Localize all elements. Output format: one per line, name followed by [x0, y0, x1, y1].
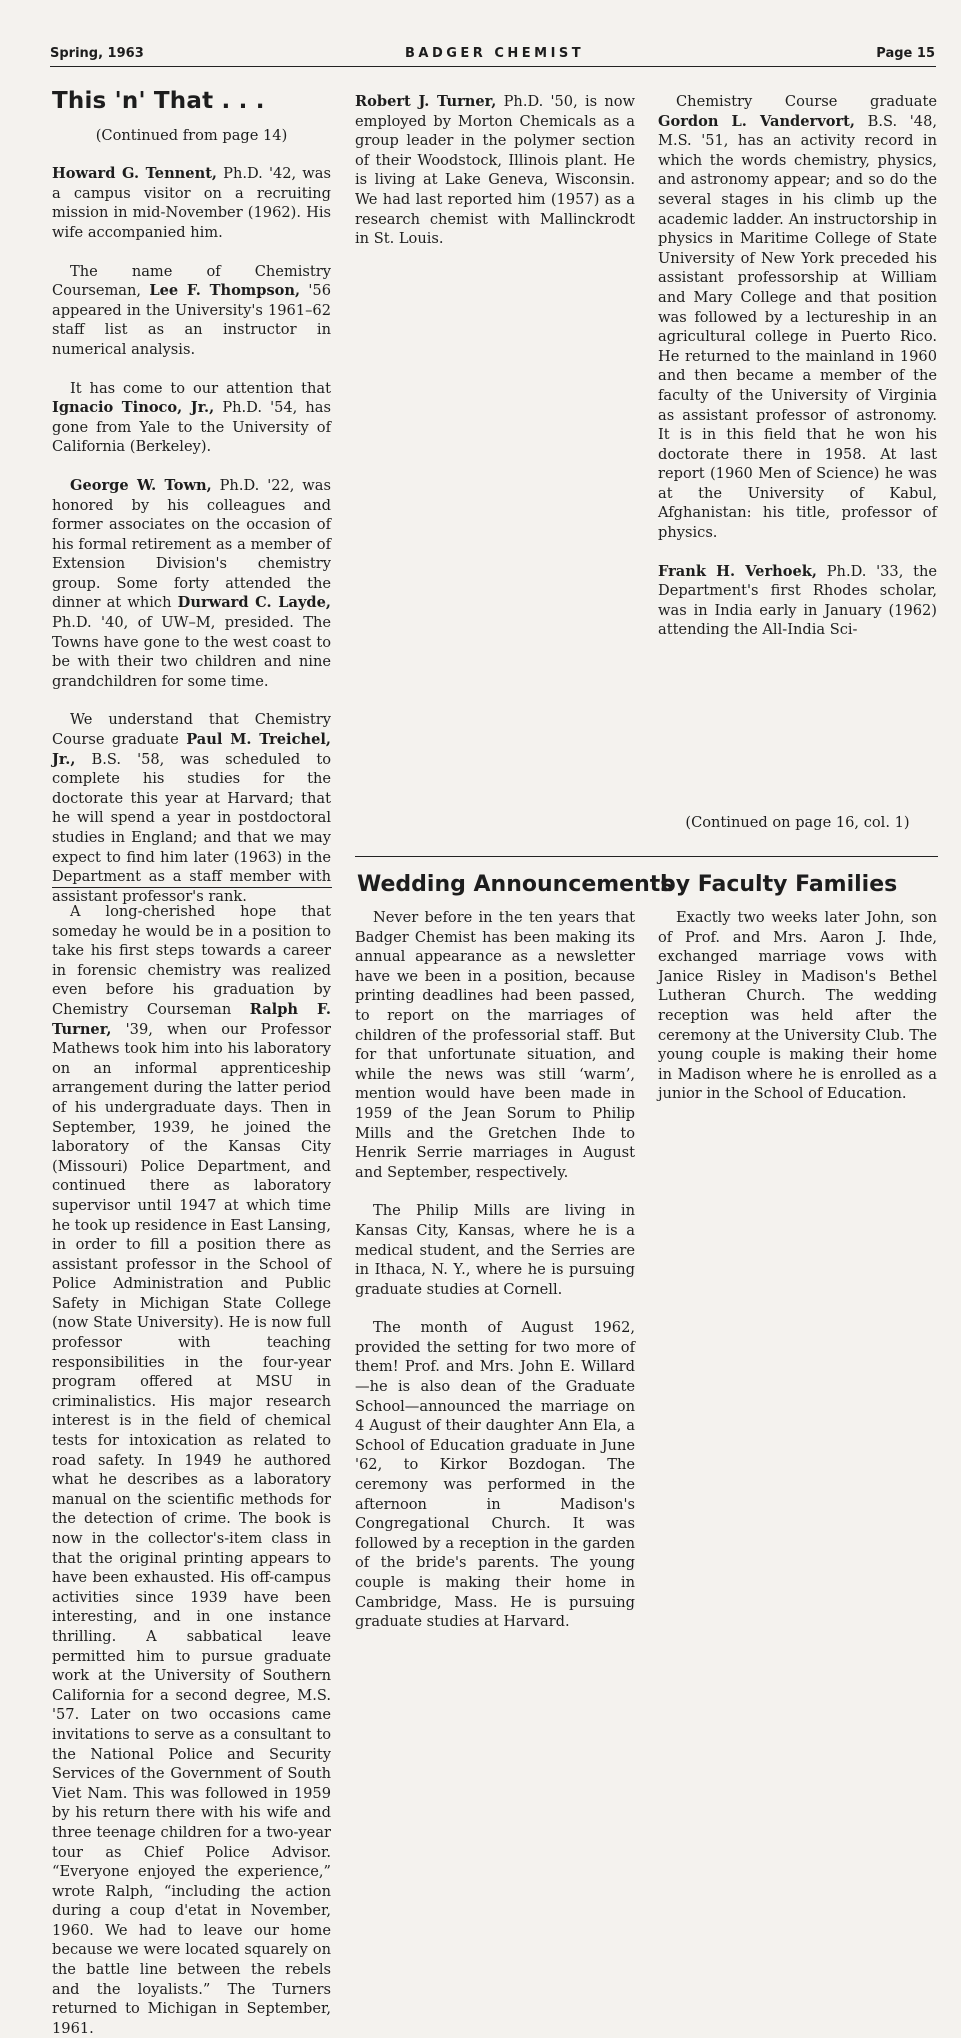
- issue-date: Spring, 1963: [50, 46, 144, 61]
- publication-name: BADGER CHEMIST: [405, 46, 585, 61]
- paragraph-vandervort: Chemistry Course graduate Gordon L. Vandervort, B.S. '48, M.S. '51, has an activity record in which the words chemistry, physics, and astronomy appear; and so do the several stages in his climb up the academic ladder. An instructorship in physics in Maritime College of State University of New York preceded his assistant professorship at William and Mary College and that position was followed by a lectureship in an agricultural college in Puerto Rico. He returned to the mainland in 1960 and then became a member of the faculty of the University of Virginia as assistant professor of astronomy. It is in this field that he won his doctorate there in 1958. At last report (1960 Men of Science) he was at the University of Kabul, Afghanistan: his title, professor of physics.: [658, 93, 937, 542]
- column-3: [658, 92, 937, 834]
- wedding-paragraph-2: The Philip Mills are living in Kansas City, Kansas, where he is a medical student, and the Serries are in Ithaca, N. Y., where he is pursuing graduate studies at Cornell.: [355, 1202, 635, 1298]
- wedding-title-left: Wedding Announcements: [357, 872, 674, 897]
- wedding-title-right: by Faculty Families: [660, 872, 898, 897]
- article-title: This 'n' That . . .: [52, 88, 265, 114]
- paragraph-tennent: Howard G. Tennent, Ph.D. '42, was a campus visitor on a recruiting mission in mid-November (1962). His wife accompanied him.: [52, 165, 331, 241]
- wedding-paragraph-3: The month of August 1962, provided the setting for two more of them! Prof. and Mrs. John E. Willard—he is also dean of the Graduate School—announced the marriage on 4 August of their daughter Ann Ela, a School of Education graduate in June '62, to Kirkor Bozdogan. The ceremony was performed in the afternoon in Madison's Congregational Church. It was followed by a reception in the garden of the bride's parents. The young couple is making their home in Cambridge, Mass. He is pursuing graduate studies at Harvard.: [355, 1319, 635, 1631]
- paragraph-tinoco: It has come to our attention that Ignacio Tinoco, Jr., Ph.D. '54, has gone from Yale to the University of California (Berkeley).: [52, 379, 331, 456]
- section-rule: [355, 856, 938, 857]
- paragraph-robert-turner: Robert J. Turner, Ph.D. '50, is now employed by Morton Chemicals as a group leader in the polymer section of their Woodstock, Illinois plant. He is living at Lake Geneva, Wisconsin. We had last reported him (1957) as a research chemist with Mallinckrodt in St. Louis.: [355, 93, 636, 248]
- column-1: [52, 88, 331, 925]
- header-rule: [50, 66, 936, 67]
- continued-from: (Continued from page 14): [95, 126, 288, 144]
- running-header: [50, 44, 935, 64]
- paragraph-town: George W. Town, Ph.D. '22, was honored by his colleagues and former associates on the occasion of his formal retirement as a member of Extension Division's chemistry group. Some forty attended the dinner at which Durward C. Layde, Ph.D. '40, of UW–M, presided. The Towns have gone to the west coast to be with their two children and nine grandchildren for some time.: [52, 476, 331, 690]
- column-divider: [52, 887, 332, 888]
- wedding-column-3: [658, 908, 937, 1348]
- column-2: [355, 92, 635, 834]
- wedding-column-2: [355, 908, 635, 1631]
- wedding-paragraph-1: Never before in the ten years that Badger Chemist has been making its annual appearance as a newsletter have we been in a position, because printing deadlines had been passed, to report on the marriages of children of the professorial staff. But for that unfortunate situation, and while the news was still ‘warm’, mention would have been made in 1959 of the Jean Sorum to Philip Mills and the Gretchen Ihde to Henrik Serrie marriages in August and September, respectively.: [355, 909, 635, 1181]
- paragraph-verhoek: Frank H. Verhoek, Ph.D. '33, the Department's first Rhodes scholar, was in India early in January (1962) attending the All-India Sci-: [658, 562, 937, 639]
- continued-on: (Continued on page 16, col. 1): [685, 814, 910, 831]
- paragraph-thompson: The name of Chemistry Courseman, Lee F. Thompson, '56 appeared in the University's 1961–62 staff list as an instructor in numerical analysis.: [52, 262, 331, 358]
- turner-article-part-1: [52, 902, 331, 2037]
- paragraph-treichel: We understand that Chemistry Course graduate Paul M. Treichel, Jr., B.S. '58, was scheduled to complete his studies for the doctorate this year at Harvard; that he will spend a year in postdoctoral studies in England; and that we may expect to find him later (1963) in the Department as a staff member with assistant professor's rank.: [52, 711, 331, 905]
- wedding-paragraph-4: Exactly two weeks later John, son of Prof. and Mrs. Aaron J. Ihde, exchanged marriage vows with Janice Risley in Madison's Bethel Lutheran Church. The wedding reception was held after the ceremony at the University Club. The young couple is making their home in Madison where he is enrolled as a junior in the School of Education.: [658, 909, 937, 1103]
- page-number: Page 15: [876, 46, 935, 61]
- paragraph-ralph-turner: A long-cherished hope that someday he would be in a position to take his first steps towards a career in forensic chemistry was realized even before his graduation by Chemistry Courseman Ralph F. Turner, '39, when our Professor Mathews took him into his laboratory on an informal apprenticeship arrangement during the latter period of his undergraduate days. Then in September, 1939, he joined the laboratory of the Kansas City (Missouri) Police Department, and continued there as laboratory supervisor until 1947 at which time he took up residence in East Lansing, in order to fill a position there as assistant professor in the School of Police Administration and Public Safety in Michigan State College (now State University). He is now full professor with teaching responsibilities in the four-year program offered at MSU in criminalistics. His major research interest is in the field of chemical tests for intoxication as related to road safety. In 1949 he authored what he describes as a laboratory manual on the scientific methods for the detection of crime. The book is now in the collector's-item class in that the original printing appears to have been exhausted. His off-campus activities since 1939 have been interesting, and in one instance thrilling. A sabbatical leave permitted him to pursue graduate work at the University of Southern California for a second degree, M.S. '57. Later on two occasions came invitations to serve as a consultant to the National Police and Security Services of the Government of South Viet Nam. This was followed in 1959 by his return there with his wife and three teenage children for a two-year tour as Chief Police Advisor. “Everyone enjoyed the experience,” wrote Ralph, “including the action during a coup d'etat in November, 1960. We had to leave our home because we were located squarely on the battle line between the rebels and the loyalists.” The Turners returned to Michigan in September, 1961.: [52, 903, 331, 2037]
